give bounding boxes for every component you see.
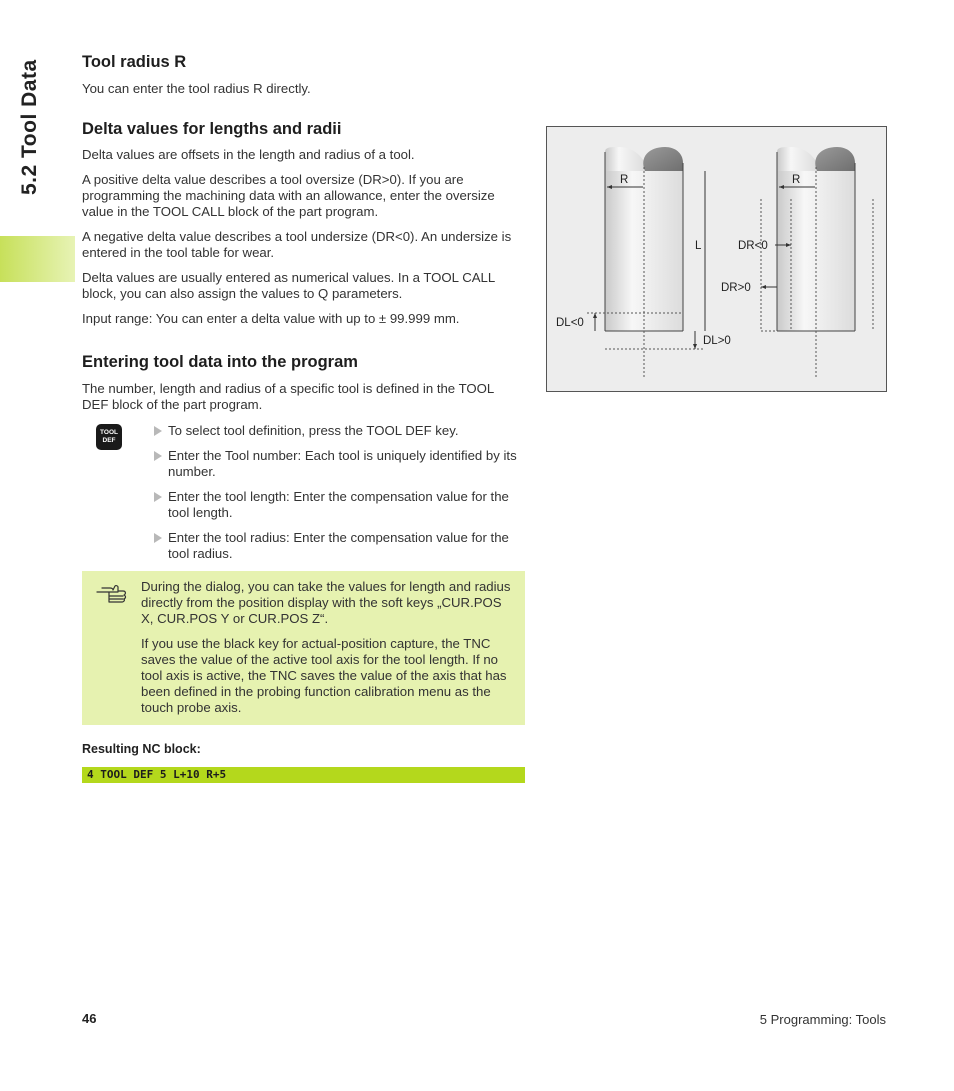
step-item (154, 448, 526, 480)
label-r-right: R (792, 174, 801, 186)
tool-delta-figure (546, 126, 887, 392)
note-paragraph-1: During the dialog, you can take the values for length and radius directly from the position display with the soft keys „CUR.POS X, CUR.POS Y or CUR.POS Z“. (141, 579, 511, 626)
entering-intro: The number, length and radius of a specific tool is defined in the TOOL DEF block of the part program. (82, 381, 494, 412)
tool-def-key-line1: TOOL (100, 429, 118, 436)
dl-positive-arrow-icon (693, 344, 697, 349)
step-item (154, 489, 526, 521)
chapter-side-title (12, 55, 62, 205)
step-item (154, 423, 526, 439)
label-dl-pos: DL>0 (703, 335, 731, 347)
label-l: L (695, 240, 702, 252)
label-r-left: R (620, 174, 629, 186)
tool-def-key-icon (96, 424, 122, 450)
step-text: To select tool definition, press the TOOL DEF key. (168, 423, 459, 438)
step-arrow-icon (154, 492, 162, 502)
tool-def-key-line2: DEF (102, 437, 116, 444)
step-arrow-icon (154, 533, 162, 543)
delta-paragraph-5: Input range: You can enter a delta value with up to ± 99.999 mm. (82, 311, 460, 326)
pointing-hand-icon (96, 583, 130, 605)
delta-paragraph-2: A positive delta value describes a tool oversize (DR>0). If you are programming the machining data with an allowance, enter the oversize value in the TOOL CALL block of the part program. (82, 172, 495, 219)
step-text: Enter the Tool number: Each tool is uniquely identified by its number. (168, 448, 517, 479)
chapter-side-tab (0, 236, 75, 282)
delta-paragraph-3: A negative delta value describes a tool undersize (DR<0). An undersize is entered in the tool table for wear. (82, 229, 512, 260)
step-arrow-icon (154, 451, 162, 461)
note-paragraph-2: If you use the black key for actual-position capture, the TNC saves the value of the active tool axis for the tool length. If no tool axis is active, the TNC saves the value of the axis that has been defined in the probing function calibration menu as the touch probe axis. (141, 636, 507, 715)
delta-paragraph-1: Delta values are offsets in the length and radius of a tool. (82, 147, 415, 162)
chapter-side-title-text: 5.2 Tool Data (18, 59, 41, 195)
nc-code-block (82, 767, 525, 783)
heading-delta-values: Delta values for lengths and radii (82, 120, 342, 138)
nc-block-heading: Resulting NC block: (82, 742, 201, 756)
step-item (154, 530, 526, 562)
tool-delta-diagram (547, 127, 888, 393)
tool-radius-text: You can enter the tool radius R directly. (82, 81, 311, 96)
page-number: 46 (82, 1011, 97, 1026)
dr-positive-arrow-icon (761, 285, 766, 289)
nc-code-text: 4 TOOL DEF 5 L+10 R+5 (87, 768, 227, 781)
label-dr-neg: DR<0 (738, 240, 768, 252)
delta-paragraph-4: Delta values are usually entered as numerical values. In a TOOL CALL block, you can also assign the values to Q parameters. (82, 270, 495, 301)
heading-tool-radius: Tool radius R (82, 53, 187, 71)
step-text: Enter the tool radius: Enter the compensation value for the tool radius. (168, 530, 509, 561)
step-text: Enter the tool length: Enter the compensation value for the tool length. (168, 489, 509, 520)
dl-negative-arrow-icon (593, 313, 597, 318)
step-arrow-icon (154, 426, 162, 436)
heading-entering-tool-data: Entering tool data into the program (82, 353, 358, 371)
label-dl-neg: DL<0 (556, 317, 584, 329)
note-box (82, 571, 525, 725)
footer-chapter: 5 Programming: Tools (759, 1012, 886, 1027)
label-dr-pos: DR>0 (721, 282, 751, 294)
